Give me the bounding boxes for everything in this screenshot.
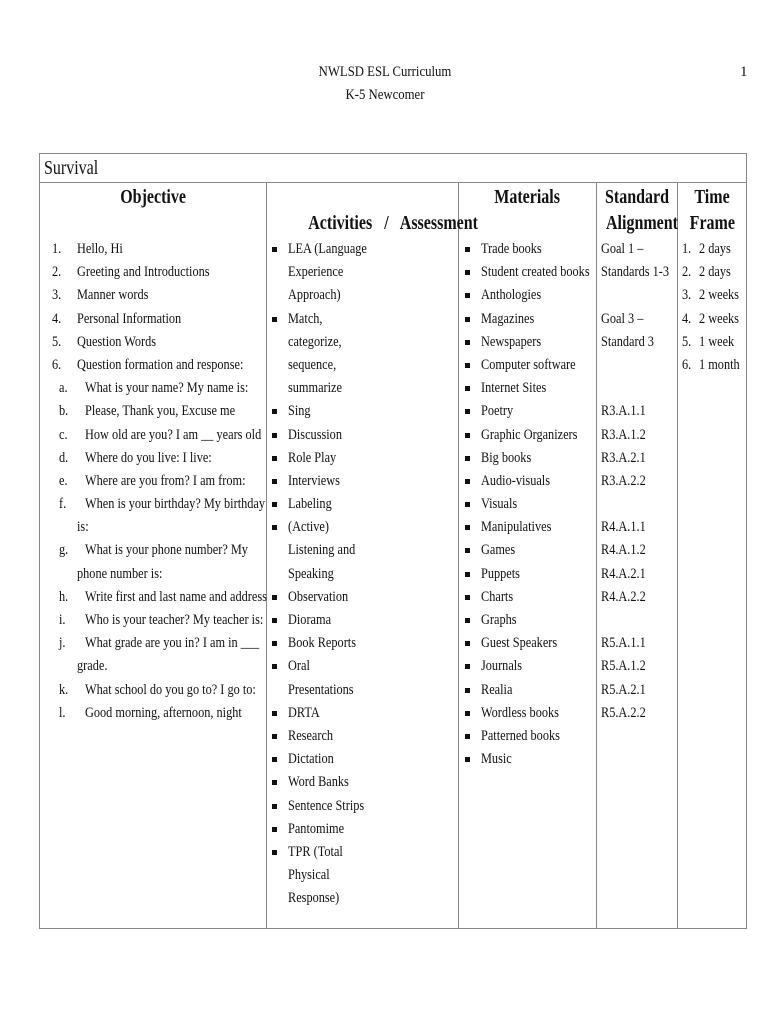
objective-text: Good morning, afternoon, night [85,704,242,721]
timeframe-marker: 3. [682,287,692,304]
objective-item [40,539,266,562]
material-item [459,563,596,586]
bullet-icon [272,479,277,484]
material-text: Manipulatives [481,519,552,536]
objective-marker: g. [59,542,69,559]
activity-item [267,586,458,609]
material-item [459,539,596,562]
materials-header: Materials [494,186,561,208]
objective-item [40,655,266,678]
activity-text: Interviews [288,472,340,489]
bullet-icon [272,664,277,669]
material-text: Games [481,542,516,559]
bullet-icon [465,409,470,414]
objective-marker: j. [59,635,66,652]
activity-text: Presentations [288,681,354,698]
bullet-icon [465,548,470,553]
standard-text: R3.A.2.1 [601,449,646,466]
objective-marker: 3. [52,287,62,304]
material-text: Journals [481,658,522,675]
timeframe-marker: 2. [682,264,692,281]
bullet-icon [272,409,277,414]
objective-text: What is your name? My name is: [85,380,249,397]
objective-marker: 1. [52,241,62,257]
standard-text: Goal 1 – [601,241,644,257]
bullet-icon [465,525,470,530]
objective-item [40,354,266,377]
activity-item [267,818,458,841]
objective-marker: 2. [52,264,62,281]
objective-text: Where do you live: I live: [85,449,212,466]
standard-text: R5.A.2.1 [601,681,646,698]
standard-item [597,261,677,284]
material-text: Guest Speakers [481,635,558,652]
bullet-icon [272,804,277,809]
bullet-icon [465,572,470,577]
activity-item [267,238,458,261]
objective-marker: 4. [52,310,62,327]
bullet-icon [465,595,470,600]
standard-text: R4.A.1.1 [601,519,646,536]
standard-item [597,702,677,725]
activity-text: Observation [288,588,349,605]
timeframe-text: 2 days [699,241,731,257]
activity-text: Speaking [288,565,334,582]
section-title-row [40,154,746,183]
objective-marker: f. [59,496,67,513]
page-number: 1 [740,64,748,80]
objective-item [40,308,266,331]
standard-item [597,563,677,586]
standard-item [597,516,677,539]
material-item [459,516,596,539]
material-item [459,354,596,377]
standard-item [597,586,677,609]
section-title: Survival [44,157,99,179]
standard-item [597,447,677,470]
bullet-icon [465,734,470,739]
objective-item [40,632,266,655]
standard-item [597,308,677,331]
standard-item [597,424,677,447]
objective-marker: 6. [52,356,62,373]
activity-item [267,655,458,678]
material-item [459,470,596,493]
activity-item [267,331,458,354]
timeframe-text: 1 week [699,333,735,350]
objective-marker: l. [59,704,66,721]
activity-item [267,748,458,771]
bullet-icon [465,664,470,669]
objective-item [40,702,266,725]
material-item [459,632,596,655]
standard-text: R4.A.2.1 [601,565,646,582]
standard-item [597,238,677,261]
material-text: Newspapers [481,333,542,350]
activity-item [267,702,458,725]
activity-item [267,424,458,447]
objective-marker: b. [59,403,69,420]
objective-item [40,586,266,609]
material-item [459,377,596,400]
objective-text: Personal Information [77,310,182,327]
header-subtitle: K-5 Newcomer [345,87,425,103]
activity-text: Match, [288,310,323,327]
standard-text: Standards 1-3 [601,264,669,281]
material-item [459,331,596,354]
material-text: Trade books [481,241,542,257]
standard-item [597,400,677,423]
timeframe-item [678,331,746,354]
bullet-icon [272,734,277,739]
timeframe-marker: 4. [682,310,692,327]
bullet-icon [272,595,277,600]
activity-text: Sentence Strips [288,797,365,814]
objective-item [40,609,266,632]
standard-item [597,470,677,493]
standard-text: R5.A.1.1 [601,635,646,652]
material-text: Poetry [481,403,514,420]
material-item [459,424,596,447]
timeframe-item [678,308,746,331]
bullet-icon [272,711,277,716]
activity-item [267,470,458,493]
bullet-icon [465,363,470,368]
activity-text: Experience [288,264,344,281]
standard-text: R3.A.1.2 [601,426,646,443]
bullet-icon [465,386,470,391]
activity-text: Discussion [288,426,342,443]
standard-text: R5.A.1.2 [601,658,646,675]
timeframe-text: 1 month [699,356,740,373]
material-text: Computer software [481,356,576,373]
standard-item [597,609,677,632]
bullet-icon [465,456,470,461]
activity-item [267,771,458,794]
timeframe-text: 2 days [699,264,731,281]
standard-item [597,354,677,377]
bullet-icon [272,850,277,855]
activity-text: Research [288,727,334,744]
material-text: Wordless books [481,704,559,721]
bullet-icon [465,711,470,716]
timeframe-marker: 5. [682,333,692,350]
standard-item [597,377,677,400]
material-item [459,400,596,423]
objective-marker: h. [59,588,69,605]
objective-text: Question Words [77,333,157,350]
standard-item [597,331,677,354]
objective-text: is: [77,519,89,536]
activity-text: Word Banks [288,774,349,791]
bullet-icon [272,757,277,762]
standard-item [597,493,677,516]
activity-text: Sing [288,403,311,420]
standard-text: R4.A.2.2 [601,588,646,605]
activity-text: Pantomime [288,820,345,837]
material-text: Realia [481,681,513,698]
objective-text: Please, Thank you, Excuse me [85,403,236,420]
material-item [459,679,596,702]
activity-text: Listening and [288,542,356,559]
objective-item [40,424,266,447]
bullet-icon [272,247,277,252]
activities-header: Activities / Assessment [308,212,478,234]
bullet-icon [465,618,470,623]
activity-item [267,400,458,423]
objective-item [40,470,266,493]
activity-item [267,261,458,284]
objective-item [40,447,266,470]
objective-item [40,400,266,423]
timeframe-header: Time Frame [689,186,735,234]
objective-text: What school do you go to? I go to: [85,681,256,698]
material-item [459,725,596,748]
objective-text: Greeting and Introductions [77,264,210,281]
objective-text: phone number is: [77,565,163,582]
activity-item [267,539,458,562]
objective-text: What is your phone number? My [85,542,248,559]
material-text: Patterned books [481,727,560,744]
materials-list [459,238,596,771]
material-text: Music [481,751,512,768]
bullet-icon [272,641,277,646]
material-item [459,702,596,725]
material-text: Graphic Organizers [481,426,578,443]
material-text: Puppets [481,565,520,582]
timeframe-marker: 6. [682,356,692,373]
activity-text: Dictation [288,751,334,768]
activity-item [267,516,458,539]
timeframe-item [678,238,746,261]
bullet-icon [465,688,470,693]
standard-text: R3.A.2.2 [601,472,646,489]
activity-item [267,725,458,748]
standard-text: Standard 3 [601,333,654,350]
activity-text: Oral [288,658,310,675]
standards-list [597,238,677,725]
activity-item [267,354,458,377]
activities-list [267,238,458,910]
material-item [459,238,596,261]
objective-item [40,493,266,516]
bullet-icon [465,270,470,275]
activity-text: Approach) [288,287,341,304]
activity-text: Role Play [288,449,337,466]
activity-text: LEA (Language [288,241,367,257]
activity-item [267,377,458,400]
activity-text: DRTA [288,704,320,721]
bullet-icon [465,757,470,762]
objective-text: How old are you? I am __ years old [85,426,262,443]
objective-marker: c. [59,426,68,443]
bullet-icon [272,502,277,507]
activity-item [267,795,458,818]
objective-marker: d. [59,449,69,466]
material-item [459,447,596,470]
standard-text: Goal 3 – [601,310,644,327]
objective-list [40,238,266,725]
activity-item [267,864,458,887]
objective-marker: e. [59,472,68,489]
activity-item [267,679,458,702]
standard-text: R3.A.1.1 [601,403,646,420]
bullet-icon [272,525,277,530]
standard-item [597,539,677,562]
material-text: Magazines [481,310,535,327]
objective-marker: k. [59,681,69,698]
activity-item [267,632,458,655]
curriculum-table [39,153,747,929]
bullet-icon [272,456,277,461]
objective-text: grade. [77,658,108,675]
activity-item [267,841,458,864]
objective-text: When is your birthday? My birthday [85,496,266,513]
timeframe-text: 2 weeks [699,310,739,327]
bullet-icon [272,780,277,785]
activity-text: Diorama [288,612,332,628]
standard-text: R5.A.2.2 [601,704,646,721]
standard-header: Standard Alignment [605,186,678,234]
material-item [459,493,596,516]
objective-item [40,516,266,539]
objective-item [40,284,266,307]
objective-text: Manner words [77,287,149,304]
bullet-icon [272,433,277,438]
objective-header: Objective [120,186,186,208]
standard-item [597,284,677,307]
objective-marker: i. [59,612,66,628]
standard-item [597,632,677,655]
activity-item [267,284,458,307]
activity-item [267,609,458,632]
objective-text: Who is your teacher? My teacher is: [85,612,264,628]
document-header [58,61,713,107]
standard-text: R4.A.1.2 [601,542,646,559]
activity-text: Book Reports [288,635,356,652]
activity-item [267,493,458,516]
activity-text: (Active) [288,519,329,536]
activity-text: Labeling [288,496,332,513]
activity-text: Physical [288,867,330,884]
bullet-icon [465,317,470,322]
material-text: Anthologies [481,287,542,304]
timeframe-marker: 1. [682,241,692,257]
objective-item [40,679,266,702]
timeframe-text: 2 weeks [699,287,739,304]
timeframe-item [678,284,746,307]
objective-item [40,377,266,400]
bullet-icon [465,293,470,298]
material-text: Charts [481,588,514,605]
activity-text: TPR (Total [288,843,343,860]
material-item [459,609,596,632]
material-item [459,655,596,678]
bullet-icon [465,247,470,252]
activity-item [267,563,458,586]
standard-item [597,655,677,678]
timeframe-list [678,238,746,377]
material-text: Visuals [481,496,518,513]
bullet-icon [465,433,470,438]
objective-text: Question formation and response: [77,356,244,373]
bullet-icon [465,641,470,646]
material-item [459,308,596,331]
activity-item [267,308,458,331]
material-item [459,748,596,771]
timeframe-item [678,354,746,377]
material-item [459,586,596,609]
standard-item [597,679,677,702]
objective-item [40,563,266,586]
bullet-icon [272,317,277,322]
bullet-icon [465,479,470,484]
objective-marker: a. [59,380,68,397]
activity-item [267,447,458,470]
material-text: Audio-visuals [481,472,551,489]
objective-text: Where are you from? I am from: [85,472,246,489]
material-text: Internet Sites [481,380,547,397]
material-text: Graphs [481,612,517,628]
activity-text: Response) [288,890,340,907]
objective-marker: 5. [52,333,62,350]
objective-item [40,261,266,284]
objective-text: Write first and last name and address [85,588,267,605]
material-text: Big books [481,449,532,466]
material-item [459,284,596,307]
bullet-icon [465,502,470,507]
header-title: NWLSD ESL Curriculum [318,64,452,80]
activity-text: sequence, [288,356,337,373]
objective-text: What grade are you in? I am in ___ [85,635,260,652]
objective-item [40,238,266,261]
objective-item [40,331,266,354]
bullet-icon [272,618,277,623]
activity-item [267,887,458,910]
activity-text: summarize [288,380,342,397]
material-item [459,261,596,284]
timeframe-item [678,261,746,284]
bullet-icon [272,827,277,832]
activity-text: categorize, [288,333,342,350]
bullet-icon [465,340,470,345]
objective-text: Hello, Hi [77,241,123,257]
material-text: Student created books [481,264,590,281]
